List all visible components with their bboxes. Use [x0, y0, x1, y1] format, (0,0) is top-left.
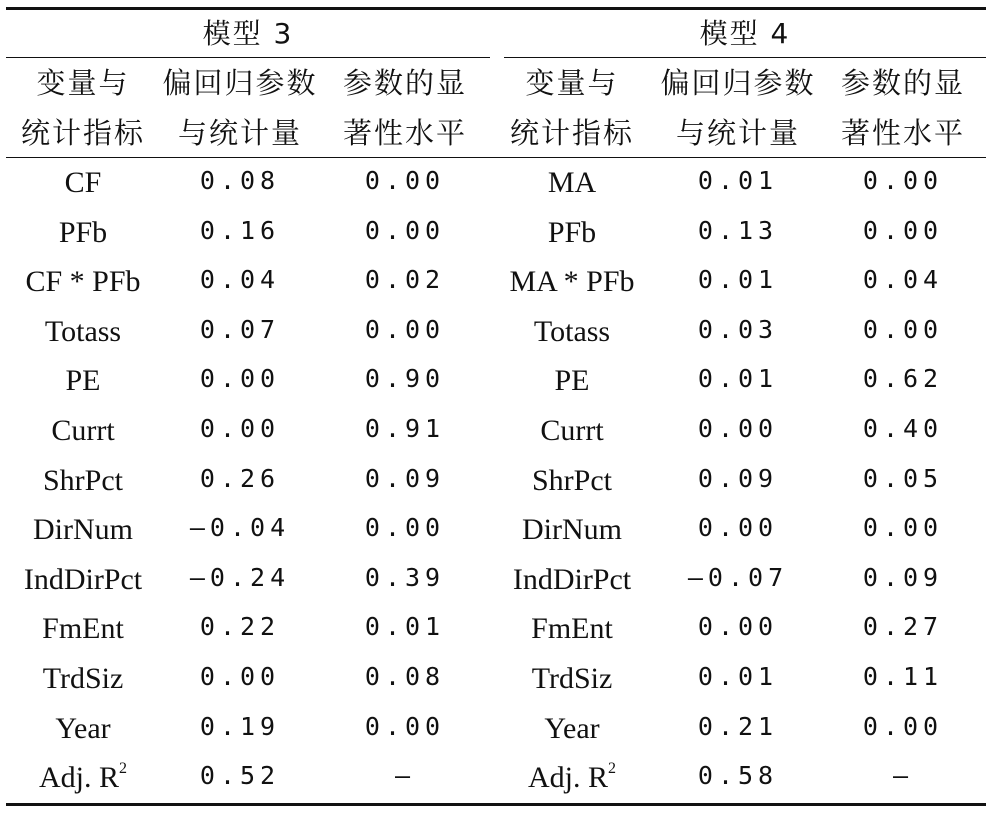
value-cell: 0.00: [364, 216, 446, 245]
bottom-rule: [6, 803, 986, 806]
variable-cell: PE: [554, 364, 590, 397]
value-cell: 0.00: [862, 216, 944, 245]
value-cell: 0.01: [697, 166, 779, 195]
variable-cell: DirNum: [522, 513, 622, 546]
variable-cell: Currt: [51, 414, 115, 447]
value-cell: 0.00: [697, 414, 779, 443]
variable-cell: TrdSiz: [531, 662, 613, 695]
value-cell: 0.00: [697, 612, 779, 641]
value-cell: —0.24: [189, 563, 291, 592]
model4-rule: [504, 57, 986, 58]
column-header: 偏回归参数: [660, 66, 816, 100]
value-cell: 0.00: [364, 166, 446, 195]
variable-cell: IndDirPct: [512, 563, 632, 596]
column-header: 著性水平: [840, 116, 965, 150]
column-header: 著性水平: [342, 116, 467, 150]
value-cell: 0.19: [199, 712, 281, 741]
value-cell: 0.13: [697, 216, 779, 245]
variable-cell: FmEnt: [531, 612, 613, 645]
footer-value-cell: 0.52: [199, 761, 281, 790]
variable-cell: CF: [64, 166, 102, 199]
value-cell: 0.00: [364, 513, 446, 542]
header-rule: [6, 157, 986, 158]
value-cell: 0.00: [364, 712, 446, 741]
model4-title: 模型 4: [699, 17, 791, 50]
value-cell: 0.91: [364, 414, 446, 443]
model3-rule: [6, 57, 490, 58]
value-cell: 0.00: [364, 315, 446, 344]
value-cell: 0.00: [862, 315, 944, 344]
value-cell: 0.16: [199, 216, 281, 245]
value-cell: 0.39: [364, 563, 446, 592]
value-cell: 0.00: [697, 513, 779, 542]
column-header: 变量与: [525, 66, 619, 100]
column-header: 偏回归参数: [162, 66, 318, 100]
value-cell: 0.08: [199, 166, 281, 195]
value-cell: 0.27: [862, 612, 944, 641]
adj-r2-base: Adj. R: [527, 761, 608, 794]
variable-cell: DirNum: [33, 513, 133, 546]
adj-r2-base: Adj. R: [38, 761, 119, 794]
value-cell: 0.08: [364, 662, 446, 691]
value-cell: 0.26: [199, 464, 281, 493]
value-cell: 0.00: [199, 414, 281, 443]
variable-cell: ShrPct: [531, 464, 612, 497]
value-cell: 0.21: [697, 712, 779, 741]
footer-value-cell: —: [394, 761, 416, 790]
value-cell: 0.22: [199, 612, 281, 641]
variable-cell: Currt: [540, 414, 604, 447]
variable-cell: TrdSiz: [42, 662, 124, 695]
value-cell: 0.11: [862, 662, 944, 691]
column-header: 与统计量: [177, 116, 302, 150]
variable-cell: PE: [65, 364, 101, 397]
value-cell: 0.40: [862, 414, 944, 443]
value-cell: 0.62: [862, 364, 944, 393]
value-cell: 0.90: [364, 364, 446, 393]
adj-r2-superscript: 2: [119, 760, 127, 777]
value-cell: —0.07: [687, 563, 789, 592]
variable-cell: MA: [547, 166, 597, 199]
variable-cell: FmEnt: [42, 612, 124, 645]
variable-cell: Year: [55, 712, 111, 745]
variable-cell: CF * PFb: [25, 265, 141, 298]
value-cell: 0.00: [199, 662, 281, 691]
variable-cell: Year: [544, 712, 600, 745]
value-cell: 0.05: [862, 464, 944, 493]
variable-cell: Totass: [533, 315, 611, 348]
variable-cell: PFb: [58, 216, 108, 249]
value-cell: 0.04: [862, 265, 944, 294]
column-header: 统计指标: [20, 116, 145, 150]
model3-title: 模型 3: [202, 17, 294, 50]
value-cell: 0.01: [697, 265, 779, 294]
variable-cell: MA * PFb: [509, 265, 635, 298]
value-cell: —0.04: [189, 513, 291, 542]
value-cell: 0.00: [862, 166, 944, 195]
column-header: 变量与: [36, 66, 130, 100]
footer-value-cell: —: [892, 761, 914, 790]
adj-r2-label: [3, 760, 163, 794]
adj-r2-superscript: 2: [608, 760, 616, 777]
value-cell: 0.01: [364, 612, 446, 641]
column-header: 与统计量: [675, 116, 800, 150]
value-cell: 0.09: [697, 464, 779, 493]
variable-cell: PFb: [547, 216, 597, 249]
value-cell: 0.00: [862, 712, 944, 741]
value-cell: 0.07: [199, 315, 281, 344]
column-header: 参数的显: [840, 66, 965, 100]
value-cell: 0.09: [862, 563, 944, 592]
footer-value-cell: 0.58: [697, 761, 779, 790]
value-cell: 0.03: [697, 315, 779, 344]
value-cell: 0.00: [862, 513, 944, 542]
adj-r2-label: [492, 760, 652, 794]
value-cell: 0.01: [697, 364, 779, 393]
value-cell: 0.00: [199, 364, 281, 393]
variable-cell: IndDirPct: [23, 563, 143, 596]
value-cell: 0.09: [364, 464, 446, 493]
variable-cell: ShrPct: [42, 464, 123, 497]
column-header: 参数的显: [342, 66, 467, 100]
value-cell: 0.01: [697, 662, 779, 691]
variable-cell: Totass: [44, 315, 122, 348]
value-cell: 0.02: [364, 265, 446, 294]
column-header: 统计指标: [509, 116, 634, 150]
top-rule: [6, 7, 986, 10]
value-cell: 0.04: [199, 265, 281, 294]
